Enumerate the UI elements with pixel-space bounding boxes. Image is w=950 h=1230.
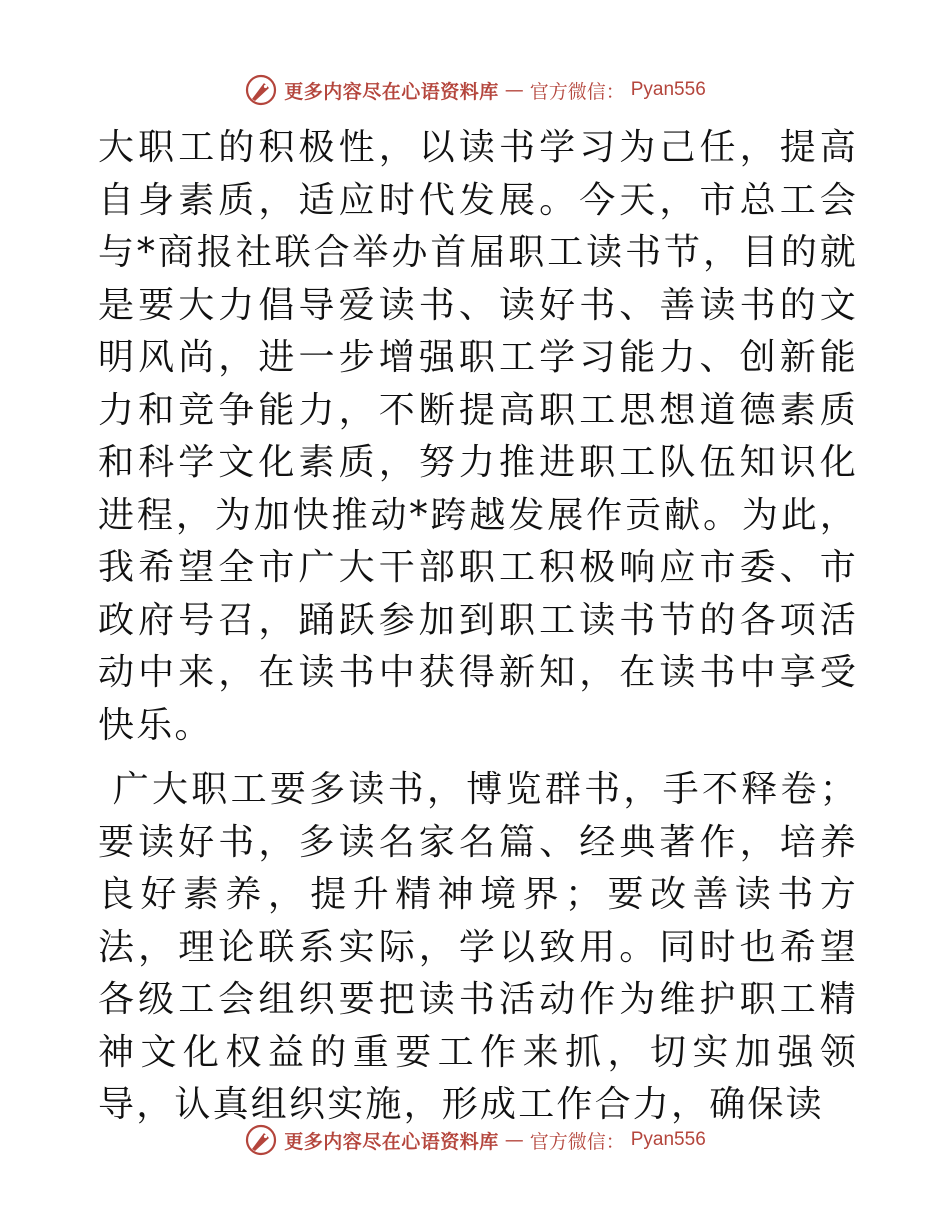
footer-banner-text: 更多内容尽在心语资料库	[284, 1130, 499, 1153]
pen-nib-logo-icon	[244, 73, 278, 107]
footer-wechat-id: Pyan556	[630, 1129, 706, 1150]
banner-text: 更多内容尽在心语资料库	[284, 80, 499, 103]
footer-banner-separator: —	[504, 1129, 524, 1151]
paragraph-2: 广大职工要多读书，博览群书，手不释卷；要读好书，多读名家名篇、经典著作，培养良好素养，提升精神境界；要改善读书方法，理论联系实际，学以致用。同时也希望各级工会组织要把读书活动作为维护职工精神文化权益的重要工作来抓，切实加强领导，认真组织实施，形成工作合力，确保读	[98, 769, 858, 1125]
banner-separator: —	[504, 79, 524, 101]
document-body	[98, 122, 858, 1132]
wechat-label: 官方微信：	[529, 80, 625, 103]
paragraph-1: 大职工的积极性，以读书学习为己任，提高自身素质，适应时代发展。今天，市总工会与*商报社联合举办首届职工读书节，目的就是要大力倡导爱读书、读好书、善读书的文明风尚，进一步增强职工学习能力、创新能力和竞争能力，不断提高职工思想道德素质和科学文化素质，努力推进职工队伍知识化进程，为加快推动*跨越发展作贡献。为此，我希望全市广大干部职工积极响应市委、市政府号召，踊跃参加到职工读书节的各项活动中来，在读书中获得新知，在读书中享受快乐。	[98, 127, 858, 746]
pen-nib-logo-icon	[244, 1123, 278, 1157]
wechat-id: Pyan556	[630, 79, 706, 100]
page-footer-banner	[0, 1122, 950, 1158]
footer-wechat-label: 官方微信：	[529, 1130, 625, 1153]
page-header-banner	[0, 72, 950, 108]
